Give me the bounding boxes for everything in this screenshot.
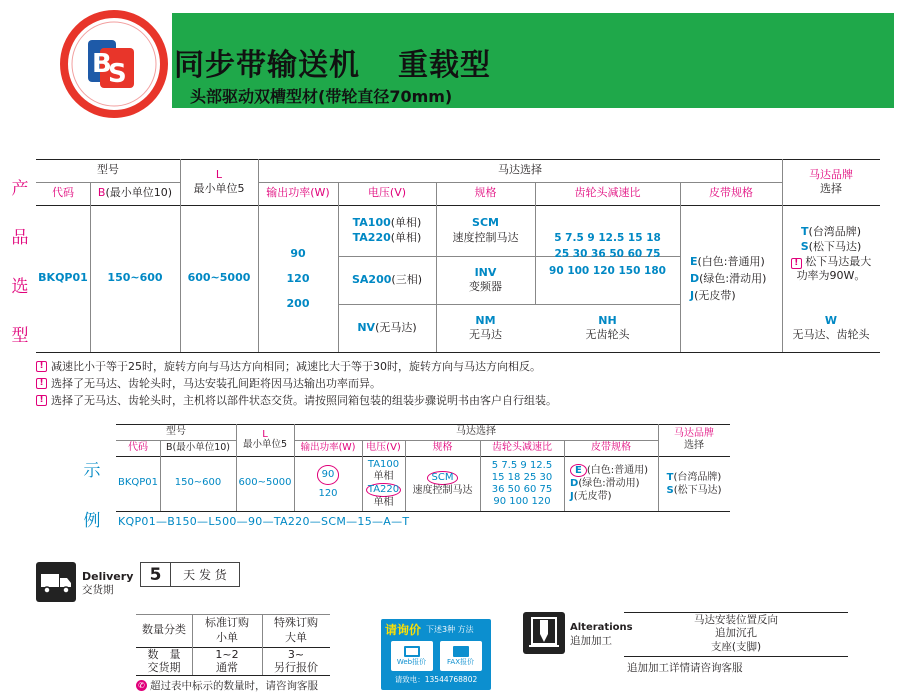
col-power-header: 输出功率(W) [266,186,330,200]
ex-gear-row-1: 5 7.5 9 12.5 [491,459,553,471]
col-brand-sub: 选择 [820,182,842,195]
example-side-label: 示 例 [83,461,101,531]
qty-std-qty: 1~2 [215,647,239,661]
ex-spec [405,456,480,511]
ex-gear-row-3: 36 50 60 75 [491,483,553,495]
qty-special-delivery: 另行报价 [274,661,318,674]
belt-e: E(白色:普通用) [690,254,765,268]
qty-std-b: 小单 [216,630,238,644]
page-title: 同步带输送机 重载型 [174,48,491,83]
ex-l-sub: 最小单位5 [242,439,288,451]
belt-j: J(无皮带) [690,289,736,303]
ex-brand-t: T(台湾品牌) [666,471,722,483]
ex-l-range-text: 600~5000 [238,477,292,489]
belt-d: D(绿色:滑动用) [690,271,767,285]
alteration-item-3: 支座(支脚) [710,640,762,653]
ex-b-range [160,456,236,511]
brand-options [782,205,880,304]
col-code-header: 代码 [52,186,74,200]
alteration-item-1: 马达安装位置反向 [694,614,778,627]
phone-icon: ✆ [136,680,147,691]
note-3 [36,392,557,408]
gear-ratio-list [535,205,680,304]
col-brand-title: 马达品牌 [809,167,853,181]
qty-special-header [262,614,330,647]
spec-scm [436,205,535,256]
delivery-label-en: Delivery [82,570,134,583]
ex-belt-header: 皮带规格 [591,441,631,453]
qty-std-delivery: 通常 [216,661,238,674]
voltage-ta100: TA100(单相) [352,216,422,230]
col-belt-header: 皮带规格 [709,186,753,200]
ex-power-selected: 90 [317,465,340,485]
ex-power-header: 输出功率(W) [300,441,356,453]
col-l-letter: L [215,167,223,181]
model-code: BKQP01 [38,271,88,285]
qty-std-values [192,647,262,675]
note-1-text: 减速比小于等于25时，旋转方向与马达方向相同；减速比大于等于30时，旋转方向与马达方向相反。 [51,360,541,373]
fax-icon [453,646,469,657]
note-3-text: 选择了无马达、齿轮头时，主机将以部件状态交货。请按照同箱包装的组装步骤说明书由客户自行组装。 [51,394,557,407]
inquiry-title: 请询价 [385,623,422,637]
power-90: 90 [290,246,306,260]
note-2 [36,375,381,391]
ex-b-header: B(最小单位10) [165,441,231,453]
inquiry-phone: 请致电：13544768802 [394,675,478,684]
example-result-code: KQP01—B150—L500—90—TA220—SCM—15—A—T [118,515,410,528]
fax-quote[interactable] [440,641,482,671]
voltage-no-motor: NV (无马达) [357,320,417,334]
qty-row2-label: 交货期 [147,661,181,674]
ex-belt-d: D(绿色:滑动用) [570,478,640,489]
ex-model-header: 型号 [166,425,186,437]
drill-icon [523,612,565,654]
voltage-three-phase: SA200 (三相) [352,272,422,286]
warning-icon: ! [36,361,47,372]
brand-logo [60,10,168,118]
power-list [258,205,338,352]
ex-brand-header [658,424,730,456]
alterations-footer: 追加加工详情请咨询客服 [627,662,743,674]
ex-belt [564,456,658,511]
qty-row1-label: 数 量 [147,647,181,661]
ex-voltage-selected: TA220 [367,483,400,495]
gear-row-1: 5 7.5 9 12.5 15 18 [554,232,661,245]
col-motor-header: 马达选择 [498,163,542,177]
power-120: 120 [286,271,310,285]
inquiry-title-row [381,619,491,640]
l-range: 600~5000 [187,271,251,285]
ex-gear-header: 齿轮头减速比 [492,441,552,453]
belt-options [680,205,782,352]
col-b-header: B (最小单位10) [97,186,173,200]
gear-nh-desc: 无齿轮头 [585,328,630,341]
ex-motor-header: 马达选择 [456,425,496,437]
ex-spec-header: 规格 [432,441,453,453]
note-1 [36,358,541,374]
power-200: 200 [286,297,310,311]
spec-nm-desc: 无马达 [469,328,502,341]
col-gear-header: 齿轮头减速比 [574,186,641,200]
alterations-label-cn: 追加加工 [570,634,612,647]
qty-footnote [136,678,318,693]
col-l-sub: 最小单位5 [193,182,245,195]
ex-b-range-text: 150~600 [174,477,222,489]
brand-w-desc: 无马达、齿轮头 [792,328,870,341]
delivery-label-cn: 交货期 [82,583,114,596]
svg-text:S: S [108,59,127,89]
svg-text:B: B [92,49,112,79]
brand-note [791,255,872,270]
note-2-text: 选择了无马达、齿轮头时，马达安装孔间距将因马达输出功率而异。 [51,377,381,390]
inquiry-icons [381,640,491,672]
inquiry-box[interactable] [381,619,491,690]
web-quote[interactable] [391,641,433,671]
spec-nm-code: NM [475,313,496,327]
ex-l-header [236,424,294,456]
ex-brand-s: S(松下马达) [666,484,722,496]
delivery-days: 5 [141,563,171,586]
ex-brand [658,456,730,511]
ex-code: BKQP01 [117,477,159,489]
alterations-items [624,612,848,656]
ex-l-range [236,456,294,511]
ex-gear-row-2: 15 18 25 30 [491,471,553,483]
col-brand-header [782,159,880,205]
ex-power-120: 120 [318,487,338,499]
spec-scm-code: SCM [472,216,499,230]
delivery-days-text: 天 发 货 [183,568,227,582]
inquiry-methods: 下述3种 方法 [426,625,474,634]
qty-special-b: 大单 [285,630,307,644]
alterations-label-en: Alterations [570,622,633,633]
ex-spec-desc: 速度控制马达 [412,484,473,496]
b-range: 150~600 [107,271,163,285]
ex-gear [480,456,564,511]
qty-special-qty: 3~ [287,647,305,661]
qty-row-labels [136,647,192,675]
warning-icon: ! [36,378,47,389]
gear-row-2: 25 30 36 50 60 75 [554,248,661,261]
qty-std-a: 标准订购 [205,616,249,630]
ex-code-header: 代码 [128,441,148,453]
col-spec-header: 规格 [474,186,497,200]
ex-spec-selected: SCM [427,471,459,485]
qty-special-a: 特殊订购 [274,616,318,630]
fax-quote-label: FAX报价 [447,657,474,666]
voltage-ta220-line: TA220(单相) [352,230,422,244]
ex-power [294,456,362,511]
truck-icon [36,562,76,602]
ex-belt-j: J(无皮带) [570,491,612,502]
alteration-item-2: 追加沉孔 [715,627,757,640]
delivery-days-box [140,562,240,587]
web-quote-label: Web报价 [396,657,427,666]
spec-nm [436,304,535,352]
voltage-single-phase [338,205,436,256]
brand-w-code: W [824,313,838,327]
page-subtitle: 头部驱动双槽型材(带轮直径70mm) [190,87,453,106]
warning-icon: ! [36,395,47,406]
ex-brand-title: 马达品牌 [674,428,714,439]
ex-voltage-header: 电压(V) [366,441,401,453]
ex-voltage-ta220-b: 单相 [373,496,394,508]
qty-col-header: 数量分类 [142,623,186,637]
qty-footnote-text: 超过表中标示的数量时，请咨询客服 [150,680,318,692]
qty-special-values [262,647,330,675]
ex-gear-row-4: 90 100 120 [493,495,551,507]
ex-voltage-ta100: TA100 [367,458,400,470]
selection-side-label: 产 品 选 型 [11,179,29,346]
gear-nh [535,304,680,352]
brand-note-2: 功率为90W。 [796,269,866,283]
warning-icon: ! [791,258,802,269]
brand-note-1: 松下马达最大 [805,254,872,268]
ex-voltage [362,456,405,511]
col-l-header [180,159,258,205]
ex-voltage-ta100-b: 单相 [373,470,394,482]
ex-belt-e: E (白色:普通用) [570,464,648,477]
delivery-label [82,570,133,597]
col-voltage-header: 电压(V) [367,186,407,200]
ex-l-letter: L [262,429,268,441]
spec-inv-desc: 变频器 [469,280,502,293]
col-model-header: 型号 [97,163,119,177]
qty-std-header [192,614,262,647]
brand-s: S(松下马达) [800,239,862,253]
ex-brand-sub: 选择 [684,440,704,451]
spec-scm-desc: 速度控制马达 [452,230,519,244]
spec-inv [436,256,535,304]
brand-w [782,304,880,352]
spec-inv-code: INV [474,265,497,279]
gear-nh-code: NH [598,313,617,327]
monitor-icon [404,646,420,657]
brand-t: T(台湾品牌) [800,224,862,238]
gear-row-3: 90 100 120 150 180 [549,264,666,277]
